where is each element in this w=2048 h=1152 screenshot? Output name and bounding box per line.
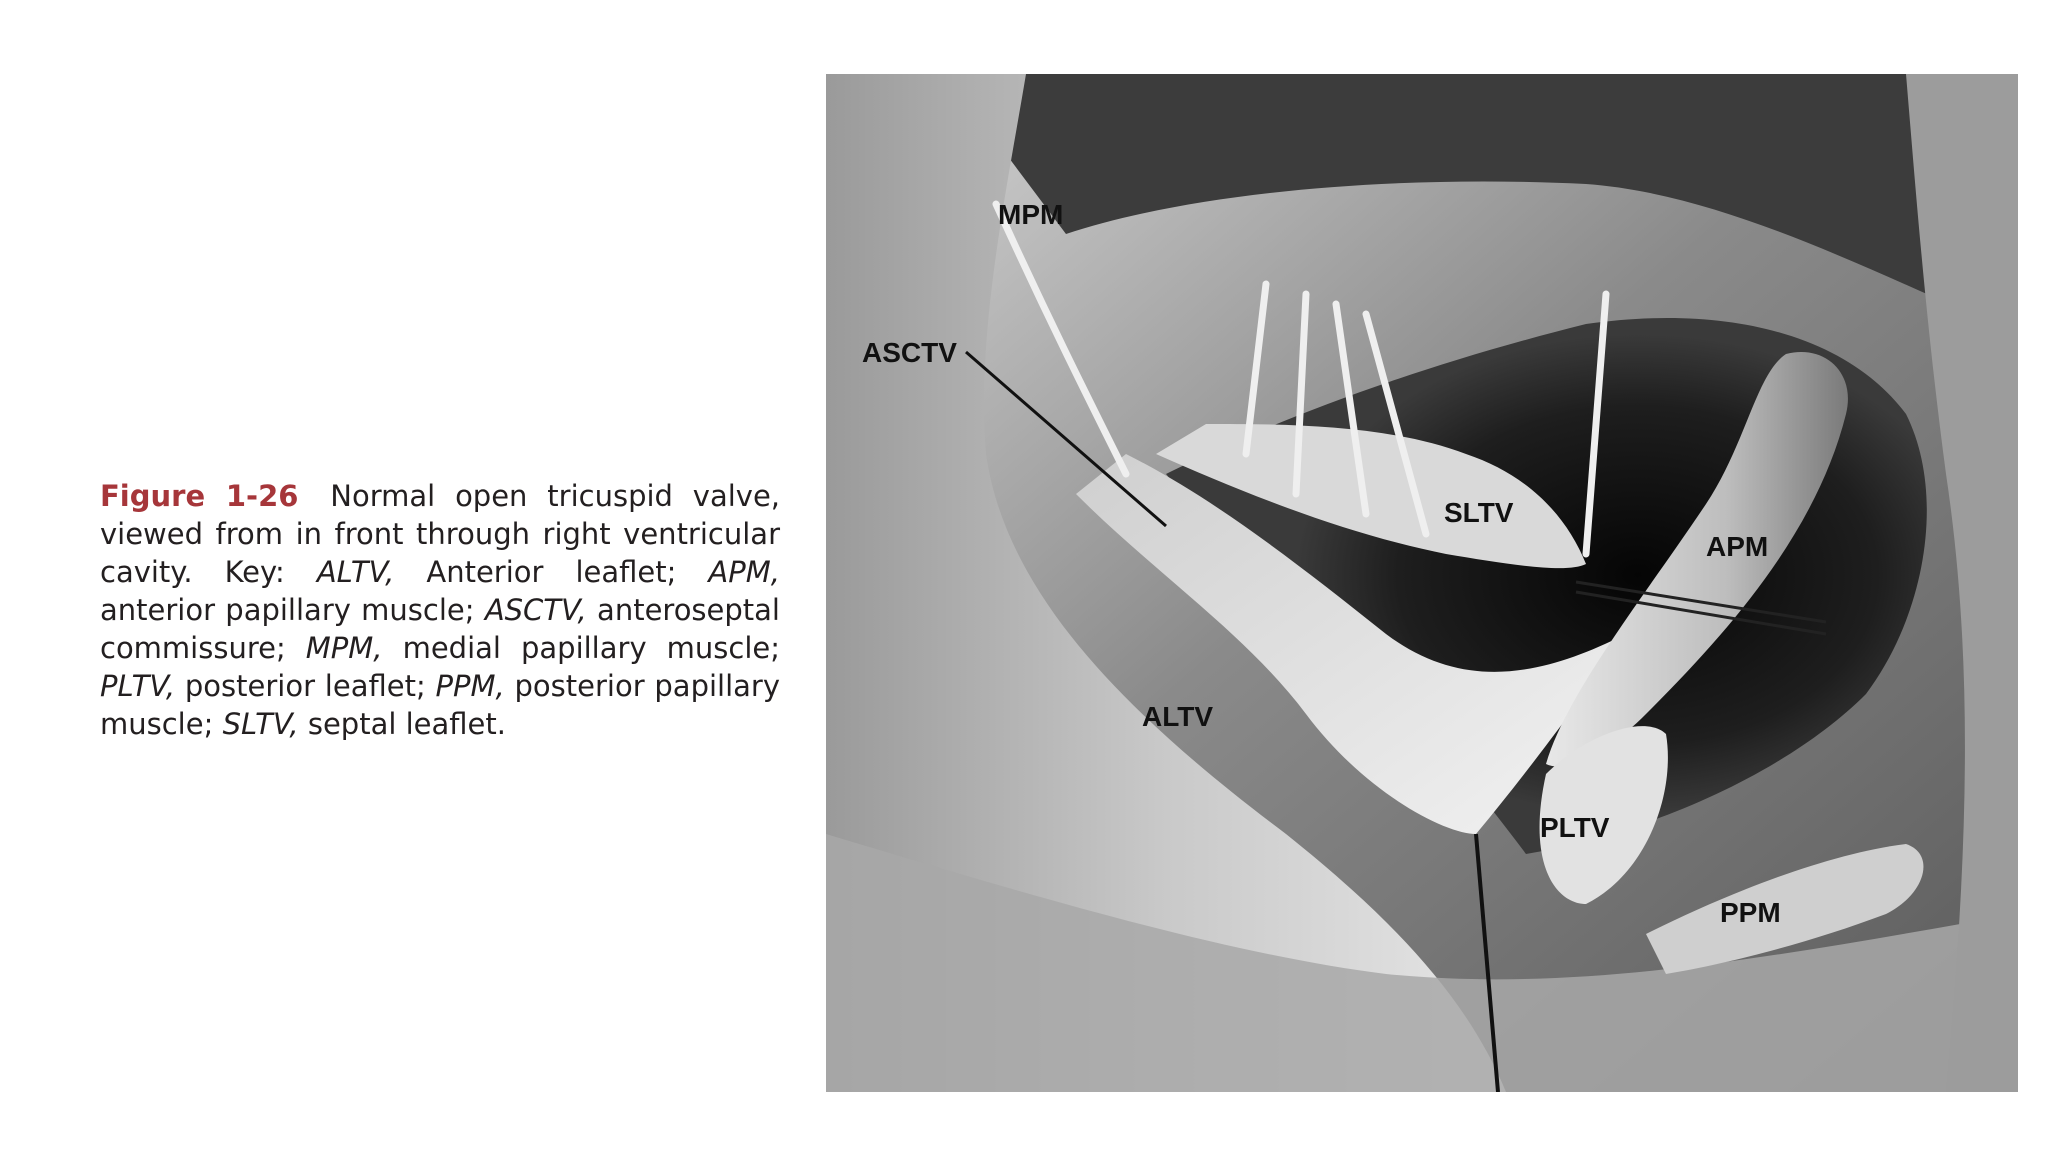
caption-part: PPM,	[435, 669, 505, 703]
caption-part: ALTV,	[316, 555, 395, 589]
caption-text	[100, 479, 780, 741]
label-sltv: SLTV	[1444, 497, 1514, 528]
caption-part: medial papillary muscle;	[382, 631, 780, 665]
photo-illustration	[826, 74, 2018, 1092]
caption-part: septal leaflet.	[298, 707, 506, 741]
caption-part: anteroseptal commissure;	[100, 593, 780, 665]
heart-valve-photo	[826, 74, 2018, 1092]
caption-part: SLTV,	[222, 707, 299, 741]
caption-part: APM,	[708, 555, 780, 589]
figure-caption	[100, 477, 780, 743]
label-altv: ALTV	[1142, 701, 1214, 732]
figure-label: Figure 1-26	[100, 479, 299, 513]
caption-part: anterior papillary muscle;	[100, 593, 485, 627]
label-apm: APM	[1706, 531, 1769, 562]
label-ppm: PPM	[1720, 897, 1781, 928]
caption-part: ASCTV,	[484, 593, 587, 627]
caption-part: Normal open tricuspid valve, viewed from in front through right ventricular cavity. Key:	[100, 479, 781, 589]
caption-part: PLTV,	[100, 669, 176, 703]
caption-part: posterior papillary muscle;	[100, 669, 781, 741]
caption-part: Anterior leaflet;	[394, 555, 709, 589]
label-asctv: ASCTV	[862, 337, 957, 368]
label-mpm: MPM	[998, 199, 1064, 230]
caption-part: posterior leaflet;	[175, 669, 436, 703]
caption-part: MPM,	[305, 631, 383, 665]
label-pltv: PLTV	[1540, 812, 1610, 843]
